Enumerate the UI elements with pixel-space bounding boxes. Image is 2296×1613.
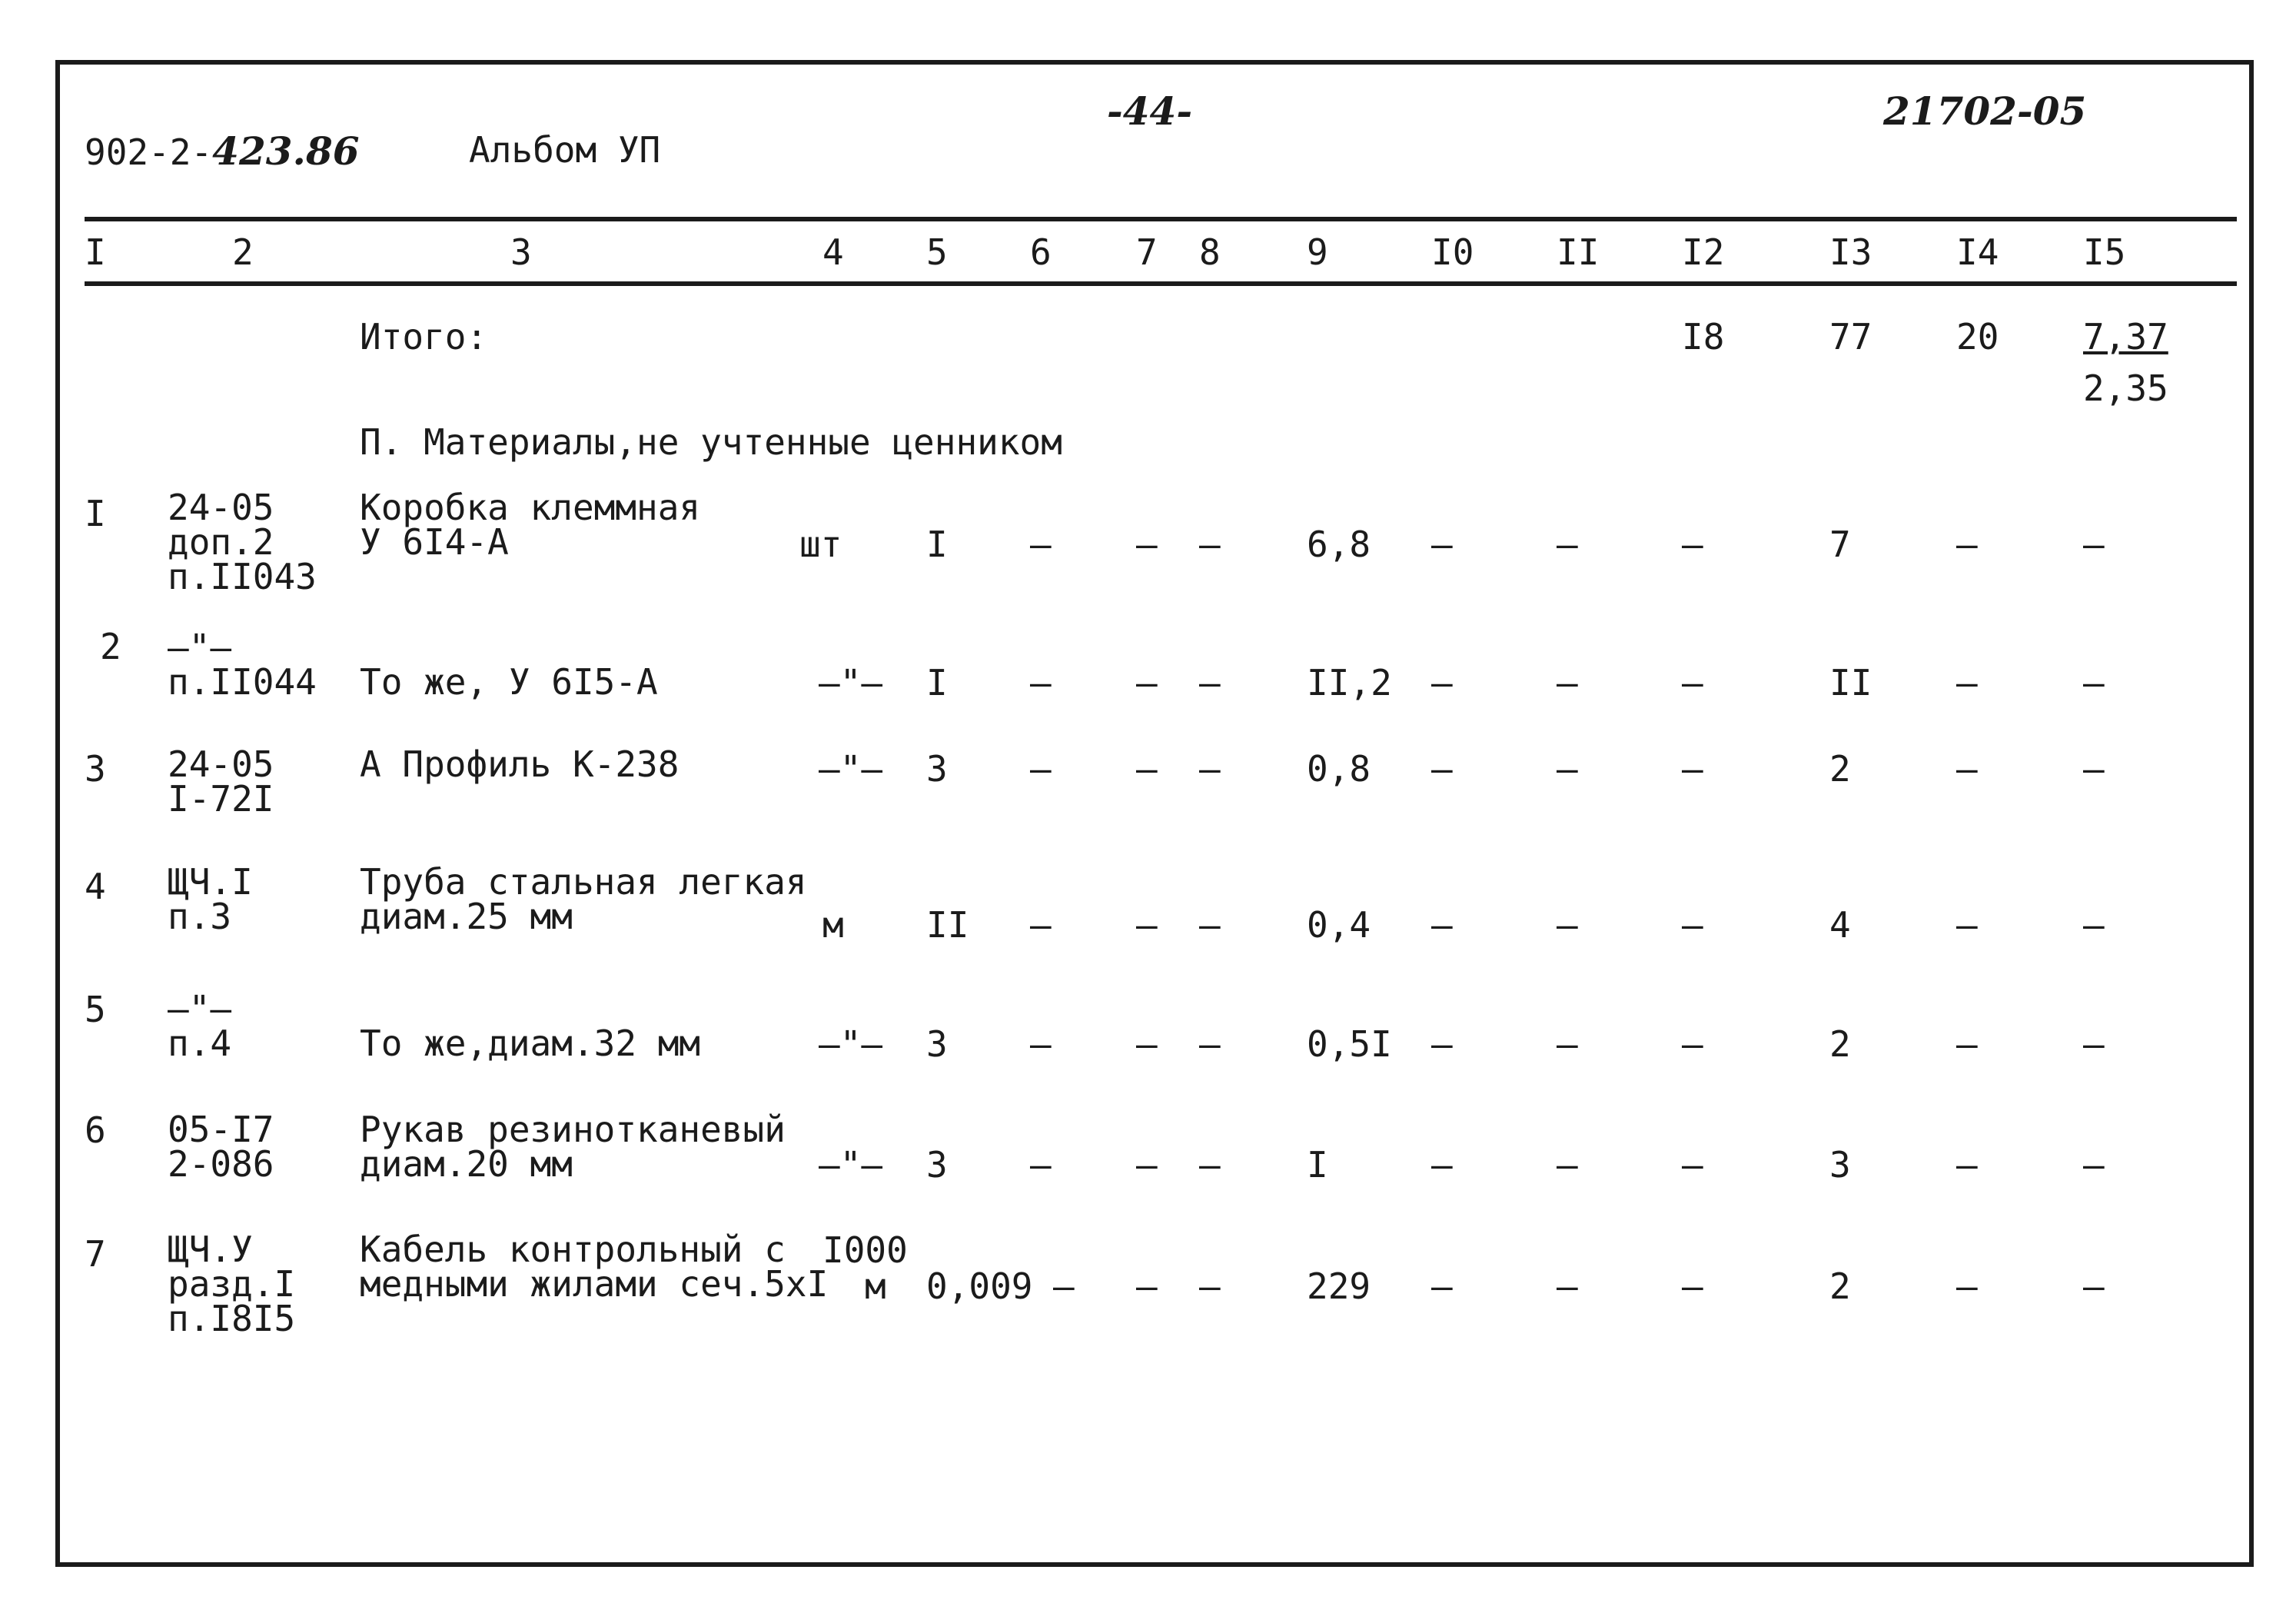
row-unit: –"–: [819, 1023, 883, 1065]
row-col-6: –: [1030, 748, 1052, 790]
row-col-12: –: [1682, 1023, 1703, 1065]
row-col-15: –: [2083, 1144, 2105, 1186]
row-col-14: –: [1956, 1265, 1978, 1307]
header-bottom-rule: [85, 281, 2237, 286]
row-number: 6: [85, 1109, 106, 1151]
row-col-10: –: [1431, 1144, 1453, 1186]
row-col-13: 4: [1829, 904, 1851, 946]
row-name: Труба стальная легкая диам.25 мм: [360, 861, 807, 937]
header-top-rule: [85, 217, 2237, 221]
row-col-12: –: [1682, 1144, 1703, 1186]
row-unit: –"–: [819, 748, 883, 790]
row-number: 5: [85, 989, 106, 1030]
row-col-13: 2: [1829, 1023, 1851, 1065]
row-code: 24-05 доп.2 п.II043: [168, 487, 317, 597]
row-col-6: –: [1030, 662, 1052, 703]
page-frame: [55, 60, 2254, 1567]
page-number: -44-: [1107, 88, 1193, 134]
row-col-6: –: [1053, 1265, 1075, 1307]
row-name: То же,диам.32 мм: [360, 1023, 701, 1064]
album-label: Альбом УП: [469, 129, 661, 171]
col-header-4: 4: [822, 231, 844, 273]
row-qty: 3: [926, 748, 948, 790]
row-col-12: –: [1682, 1265, 1703, 1307]
row-col-9: 0,5I: [1307, 1023, 1392, 1065]
row-col-7: –: [1136, 904, 1158, 946]
row-qty: 3: [926, 1023, 948, 1065]
row-col-15: –: [2083, 748, 2105, 790]
row-unit: –"–: [819, 662, 883, 703]
row-col-15: –: [2083, 524, 2105, 565]
col-header-3: 3: [510, 231, 532, 273]
col-header-1: I: [85, 231, 106, 273]
doc-prefix: 902-2-: [85, 131, 213, 173]
total-col-15-bottom: 2,35: [2083, 367, 2168, 409]
row-col-9: 0,4: [1307, 904, 1371, 946]
row-col-13: 2: [1829, 1265, 1851, 1307]
row-name: А Профиль К-238: [360, 743, 679, 785]
doc-number-handwritten: 423.86: [212, 128, 360, 174]
row-col-6: –: [1030, 1023, 1052, 1065]
row-unit: шт: [799, 524, 842, 565]
row-col-8: –: [1199, 1023, 1221, 1065]
row-qty: 3: [926, 1144, 948, 1186]
row-col-9: 6,8: [1307, 524, 1371, 565]
section-title: П. Материалы,не учтенные ценником: [360, 421, 1062, 463]
sheet-code: 21702-05: [1883, 88, 2087, 134]
row-col-9: 0,8: [1307, 748, 1371, 790]
row-col-15: –: [2083, 662, 2105, 703]
row-unit: –"–: [819, 1144, 883, 1186]
row-col-11: –: [1557, 524, 1578, 565]
row-code: ЩЧ.У разд.I п.I8I5: [168, 1229, 296, 1339]
row-col-10: –: [1431, 524, 1453, 565]
row-col-13: 3: [1829, 1144, 1851, 1186]
row-unit: м: [822, 904, 844, 946]
row-name: Рукав резинотканевый диам.20 мм: [360, 1109, 786, 1185]
row-col-10: –: [1431, 1023, 1453, 1065]
row-name: Коробка клеммная У 6I4-А: [360, 487, 701, 563]
total-label: Итого:: [360, 316, 488, 358]
row-code: –"– п.II044: [168, 627, 317, 703]
col-header-12: I2: [1682, 231, 1725, 273]
row-col-6: –: [1030, 904, 1052, 946]
row-name: То же, У 6I5-А: [360, 661, 658, 703]
col-header-5: 5: [926, 231, 948, 273]
row-code: 05-I7 2-086: [168, 1109, 274, 1185]
row-code: ЩЧ.I п.3: [168, 861, 253, 937]
row-col-12: –: [1682, 904, 1703, 946]
row-col-12: –: [1682, 748, 1703, 790]
row-col-9: II,2: [1307, 662, 1392, 703]
row-col-7: –: [1136, 748, 1158, 790]
total-col-15-top: 7,37: [2083, 316, 2168, 358]
row-col-13: 2: [1829, 748, 1851, 790]
row-code: 24-05 I-72I: [168, 743, 274, 820]
row-col-7: –: [1136, 1265, 1158, 1307]
row-number: 2: [100, 626, 121, 667]
row-qty: I: [926, 524, 948, 565]
row-col-6: –: [1030, 1144, 1052, 1186]
row-col-14: –: [1956, 1023, 1978, 1065]
col-header-6: 6: [1030, 231, 1052, 273]
row-col-14: –: [1956, 748, 1978, 790]
row-col-11: –: [1557, 1023, 1578, 1065]
row-col-7: –: [1136, 1023, 1158, 1065]
row-name-extra: I000: [822, 1229, 908, 1271]
row-number: 7: [85, 1233, 106, 1275]
row-col-12: –: [1682, 524, 1703, 565]
row-col-8: –: [1199, 1144, 1221, 1186]
row-col-14: –: [1956, 1144, 1978, 1186]
row-col-12: –: [1682, 662, 1703, 703]
row-qty: I: [926, 662, 948, 703]
col-header-13: I3: [1829, 231, 1872, 273]
row-col-10: –: [1431, 662, 1453, 703]
row-col-15: –: [2083, 1265, 2105, 1307]
row-col-8: –: [1199, 524, 1221, 565]
col-header-10: I0: [1431, 231, 1474, 273]
row-col-15: –: [2083, 1023, 2105, 1065]
col-header-11: II: [1557, 231, 1600, 273]
row-unit: м: [865, 1265, 886, 1307]
row-col-8: –: [1199, 904, 1221, 946]
row-qty: II: [926, 904, 969, 946]
row-col-10: –: [1431, 904, 1453, 946]
row-col-8: –: [1199, 662, 1221, 703]
row-col-15: –: [2083, 904, 2105, 946]
row-col-9: 229: [1307, 1265, 1371, 1307]
row-col-10: –: [1431, 748, 1453, 790]
row-col-11: –: [1557, 748, 1578, 790]
row-name: Кабель контрольный с медными жилами сеч.5хI: [360, 1229, 829, 1305]
row-number: I: [85, 493, 106, 534]
row-number: 4: [85, 866, 106, 907]
row-col-13: II: [1829, 662, 1872, 703]
row-col-11: –: [1557, 904, 1578, 946]
total-col-12: I8: [1682, 316, 1725, 358]
row-col-11: –: [1557, 662, 1578, 703]
col-header-14: I4: [1956, 231, 1999, 273]
row-col-14: –: [1956, 662, 1978, 703]
row-col-13: 7: [1829, 524, 1851, 565]
row-col-11: –: [1557, 1265, 1578, 1307]
row-col-7: –: [1136, 524, 1158, 565]
row-code: –"– п.4: [168, 988, 232, 1064]
col-header-8: 8: [1199, 231, 1221, 273]
col-header-7: 7: [1136, 231, 1158, 273]
row-qty: 0,009: [926, 1265, 1033, 1307]
row-col-10: –: [1431, 1265, 1453, 1307]
row-col-8: –: [1199, 748, 1221, 790]
row-col-14: –: [1956, 524, 1978, 565]
row-col-7: –: [1136, 1144, 1158, 1186]
row-col-6: –: [1030, 524, 1052, 565]
row-col-7: –: [1136, 662, 1158, 703]
row-col-9: I: [1307, 1144, 1328, 1186]
document-number: [85, 128, 360, 174]
row-number: 3: [85, 748, 106, 790]
row-col-8: –: [1199, 1265, 1221, 1307]
col-header-15: I5: [2083, 231, 2126, 273]
total-col-14: 20: [1956, 316, 1999, 358]
col-header-9: 9: [1307, 231, 1328, 273]
total-col-13: 77: [1829, 316, 1872, 358]
row-col-11: –: [1557, 1144, 1578, 1186]
col-header-2: 2: [232, 231, 254, 273]
row-col-14: –: [1956, 904, 1978, 946]
